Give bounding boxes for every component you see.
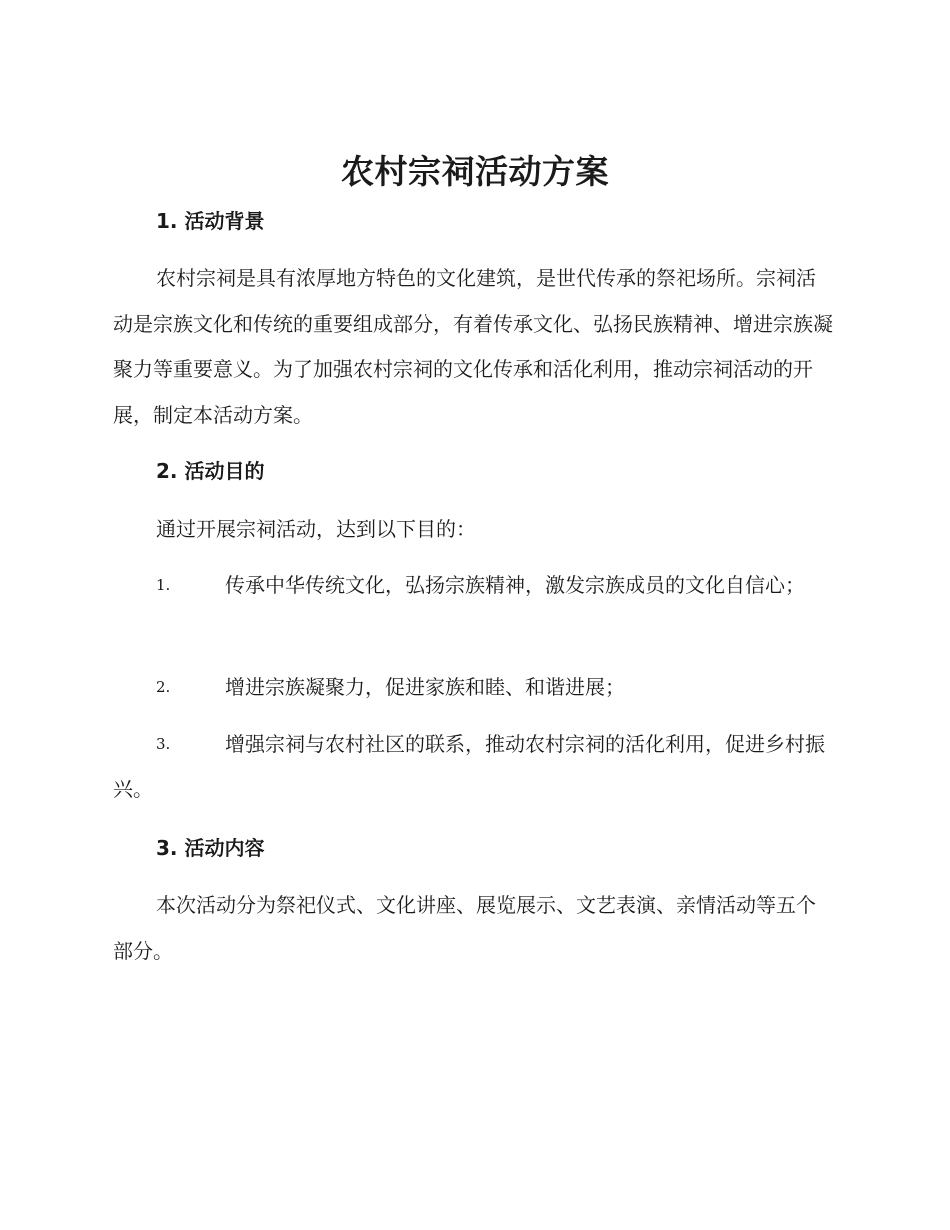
section-heading-content: 3. 活动内容 bbox=[156, 836, 265, 860]
content-paragraph: 本次活动分为祭祀仪式、文化讲座、展览展示、文艺表演、亲情活动等五个部分。 bbox=[113, 893, 816, 963]
list-item-text: 增进宗族凝聚力，促进家族和睦、和谐进展； bbox=[225, 675, 625, 699]
purpose-list-item-3 bbox=[113, 722, 833, 812]
list-item-number: 3. bbox=[156, 735, 171, 753]
document-title: 农村宗祠活动方案 bbox=[341, 152, 609, 191]
purpose-list-item-2 bbox=[113, 665, 833, 710]
list-item-text: 增强宗祠与农村社区的联系，推动农村宗祠的活化利用，促进乡村振兴。 bbox=[113, 732, 825, 801]
list-item-number: 1. bbox=[156, 576, 171, 594]
section-heading-purpose: 2. 活动目的 bbox=[156, 459, 265, 483]
purpose-intro: 通过开展宗祠活动，达到以下目的： bbox=[156, 517, 476, 541]
list-item-number: 2. bbox=[156, 678, 171, 696]
purpose-list-item-1 bbox=[113, 563, 833, 608]
background-paragraph: 农村宗祠是具有浓厚地方特色的文化建筑，是世代传承的祭祀场所。宗祠活动是宗族文化和传统的重要组成部分，有着传承文化、弘扬民族精神、增进宗族凝聚力等重要意义。为了加强农村宗祠的文化传承和活化利用，推动宗祠活动的开展，制定本活动方案。 bbox=[113, 266, 833, 427]
section-heading-background: 1. 活动背景 bbox=[156, 209, 265, 233]
list-item-text: 传承中华传统文化，弘扬宗族精神，激发宗族成员的文化自信心； bbox=[225, 573, 805, 597]
